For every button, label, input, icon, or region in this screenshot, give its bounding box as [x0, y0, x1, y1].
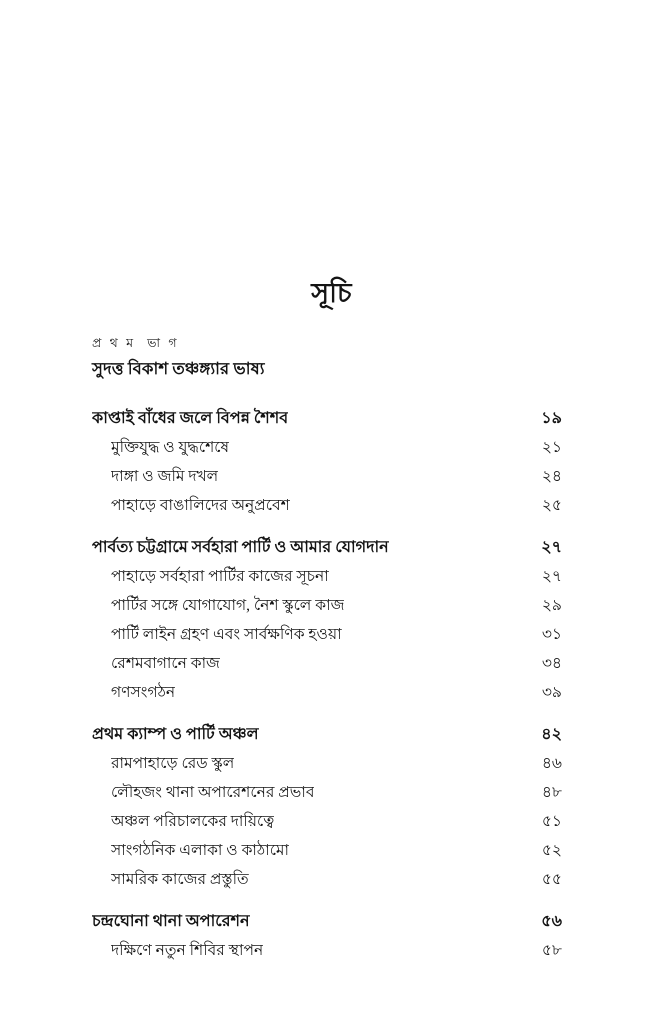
toc-entry-label: রামপাহাড়ে রেড স্কুল — [111, 755, 235, 772]
toc-entry-label: অঞ্চল পরিচালকের দায়িত্বে — [111, 813, 275, 830]
toc-entry-page-number: ৫৬ — [541, 913, 562, 930]
toc-entry-label: রেশমবাগানে কাজ — [111, 655, 220, 672]
toc-chapter-row[interactable] — [92, 907, 562, 936]
toc-section-row[interactable] — [92, 562, 562, 591]
toc-entry-label: পাহাড়ে সর্বহারা পার্টির কাজের সূচনা — [111, 568, 329, 585]
toc-entry-label: চন্দ্রঘোনা থানা অপারেশন — [92, 913, 250, 930]
toc-entry-page-number: ২৭ — [541, 539, 562, 556]
table-of-contents-list — [92, 404, 562, 965]
toc-entry-page-number: ১৯ — [541, 410, 562, 427]
toc-entry-page-number: ২৯ — [541, 597, 562, 614]
toc-section-row[interactable] — [92, 678, 562, 707]
toc-entry-page-number: ৫৫ — [541, 871, 562, 888]
part-heading-block — [92, 334, 562, 382]
toc-entry-page-number: ২৫ — [541, 497, 562, 514]
toc-entry-page-number: ৪২ — [541, 726, 562, 743]
toc-entry-label: পার্টি লাইন গ্রহণ এবং সার্বক্ষণিক হওয়া — [111, 626, 342, 643]
toc-entry-label: দক্ষিণে নতুন শিবির স্থাপন — [111, 942, 264, 959]
toc-entry-label: প্রথম ক্যাম্প ও পার্টি অঞ্চল — [92, 726, 259, 743]
toc-entry-page-number: ৪৮ — [541, 784, 562, 801]
toc-chapter-row[interactable] — [92, 533, 562, 562]
toc-section-row[interactable] — [92, 620, 562, 649]
toc-entry-page-number: ৩৪ — [541, 655, 562, 672]
toc-entry-label: সাংগঠনিক এলাকা ও কাঠামো — [111, 842, 290, 859]
toc-entry-page-number: ৫২ — [541, 842, 562, 859]
toc-entry-label: মুক্তিযুদ্ধ ও যুদ্ধশেষে — [111, 439, 230, 456]
toc-entry-page-number: ৪৬ — [541, 755, 562, 772]
toc-section-row[interactable] — [92, 433, 562, 462]
toc-section-row[interactable] — [92, 749, 562, 778]
toc-section-row[interactable] — [92, 649, 562, 678]
toc-entry-label: লৌহজং থানা অপারেশনের প্রভাব — [111, 784, 315, 801]
toc-section-row[interactable] — [92, 807, 562, 836]
toc-section-row[interactable] — [92, 491, 562, 520]
page-title: সূচি — [311, 278, 352, 308]
toc-entry-page-number: ৫৮ — [541, 942, 562, 959]
toc-entry-label: গণসংগঠন — [111, 684, 176, 701]
toc-entry-label: সামরিক কাজের প্রস্তুতি — [111, 871, 249, 888]
part-kicker-label: প্র থ ম ভা গ — [92, 336, 180, 350]
toc-entry-label: দাঙ্গা ও জমি দখল — [111, 468, 219, 485]
toc-section-row[interactable] — [92, 462, 562, 491]
toc-chapter-row[interactable] — [92, 404, 562, 433]
toc-entry-page-number: ২৭ — [541, 568, 562, 585]
toc-entry-label: পাহাড়ে বাঙালিদের অনুপ্রবেশ — [111, 497, 290, 514]
toc-entry-label: কাপ্তাই বাঁধের জলে বিপন্ন শৈশব — [92, 410, 289, 427]
toc-entry-page-number: ২৪ — [541, 468, 562, 485]
toc-section-row[interactable] — [92, 836, 562, 865]
toc-entry-label: পার্বত্য চট্টগ্রামে সর্বহারা পার্টি ও আমার যোগদান — [92, 539, 389, 556]
toc-section-row[interactable] — [92, 865, 562, 894]
toc-entry-page-number: ৩১ — [541, 626, 562, 643]
part-title-label: সুদত্ত বিকাশ তঞ্চঙ্গ্যার ভাষ্য — [92, 358, 265, 378]
toc-section-row[interactable] — [92, 778, 562, 807]
toc-entry-label: পার্টির সঙ্গে যোগাযোগ, নৈশ স্কুলে কাজ — [111, 597, 345, 614]
toc-chapter-row[interactable] — [92, 720, 562, 749]
toc-entry-page-number: ৫১ — [541, 813, 562, 830]
toc-entry-page-number: ২১ — [541, 439, 562, 456]
toc-entry-page-number: ৩৯ — [541, 684, 562, 701]
toc-section-row[interactable] — [92, 936, 562, 965]
toc-section-row[interactable] — [92, 591, 562, 620]
